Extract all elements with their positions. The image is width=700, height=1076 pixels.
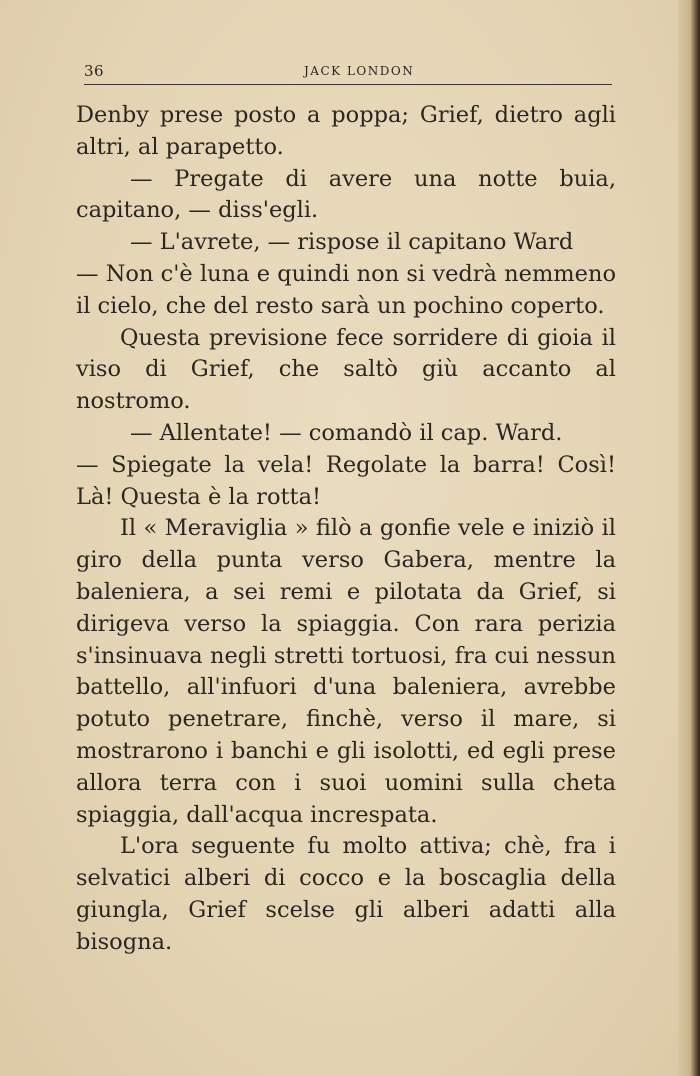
page-edge xyxy=(678,0,700,1076)
body-text xyxy=(76,100,616,959)
running-head: JACK LONDON xyxy=(304,64,415,78)
paragraph: — Non c'è luna e quindi non si vedrà nemmeno il cielo, che del resto sarà un pochino coperto. xyxy=(76,260,616,319)
page-header xyxy=(84,60,612,85)
paragraph: — L'avrete, — rispose il capitano Ward xyxy=(130,229,574,256)
paragraph: — Allentate! — comandò il cap. Ward. xyxy=(130,419,563,446)
paragraph: Questa previsione fece sorridere di gioia il viso di Grief, che saltò giù accanto al nostromo. xyxy=(76,324,616,415)
page-number: 36 xyxy=(84,62,105,80)
paragraph: — Pregate di avere una notte buia, capitano, — diss'egli. xyxy=(76,165,616,224)
paragraph: Il « Meraviglia » filò a gonfie vele e iniziò il giro della punta verso Gabera, mentre la baleniera, a sei remi e pilotata da Grief, si dirigeva verso la spiaggia. Con rara perizia s'insinuava negli stretti tortuosi, fra cui nessun battello, all'infuori d'una baleniera, avrebbe potuto penetrare, finchè, verso il mare, si mostrarono i banchi e gli isolotti, ed egli prese allora terra con i suoi uomini sulla cheta spiaggia, dall'acqua increspata. xyxy=(76,515,616,828)
paragraph: Denby prese posto a poppa; Grief, dietro agli altri, al parapetto. xyxy=(76,102,616,160)
paragraph: L'ora seguente fu molto attiva; chè, fra i selvatici alberi di cocco e la boscaglia della giungla, Grief scelse gli alberi adatti alla bisogna. xyxy=(76,833,616,955)
paragraph: — Spiegate la vela! Regolate la barra! Così! Là! Questa è la rotta! xyxy=(76,451,616,510)
